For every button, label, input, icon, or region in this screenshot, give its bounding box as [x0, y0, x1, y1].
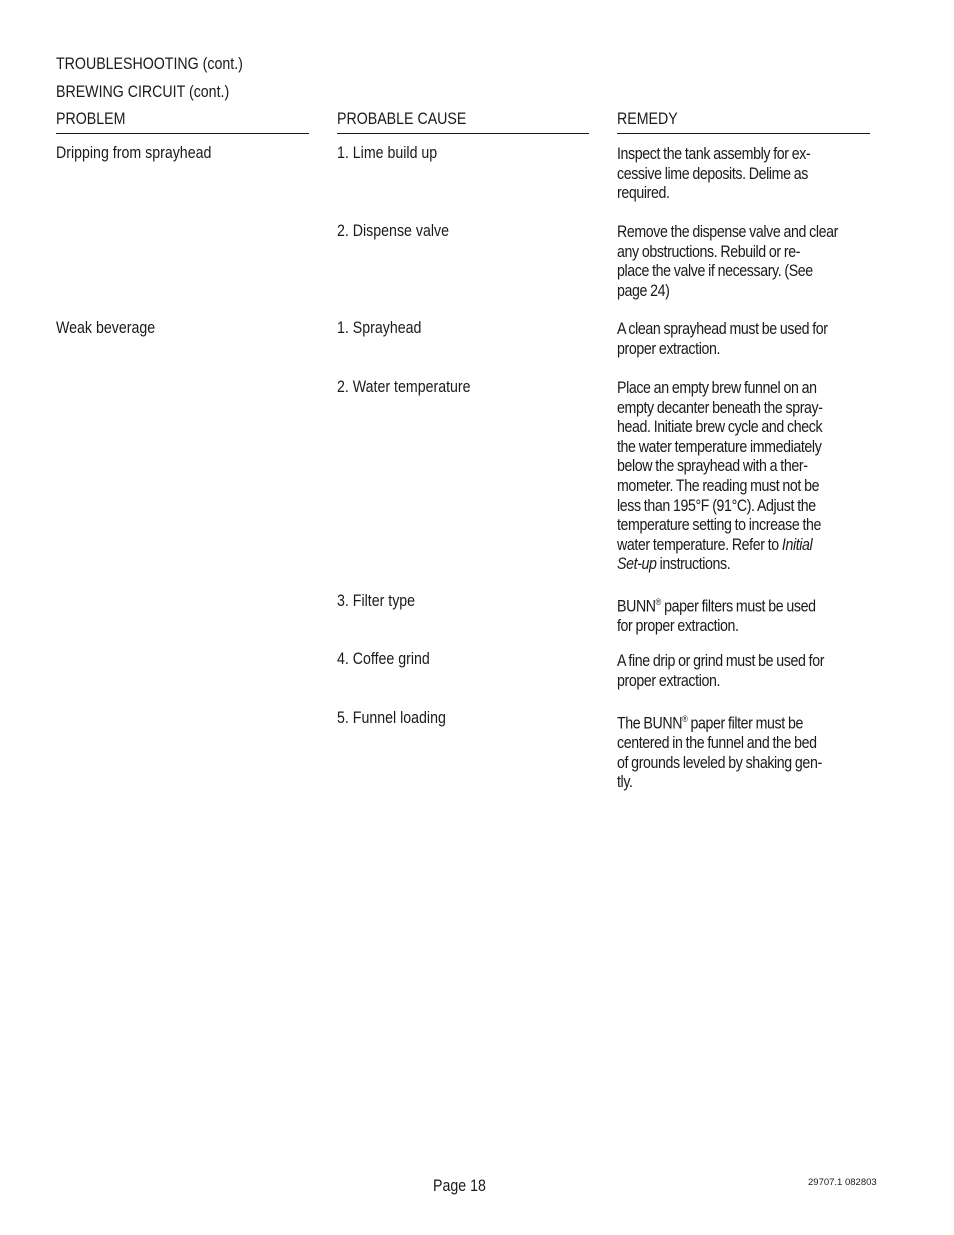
- column-header-problem: PROBLEM: [56, 110, 126, 128]
- cause-header-rule: [337, 133, 589, 134]
- remedy-coffee-grind: A fine drip or grind must be used for proper extraction.: [617, 652, 825, 690]
- cause-water-temperature: 2. Water temperature: [337, 378, 471, 396]
- section-title: TROUBLESHOOTING (cont.): [56, 55, 243, 73]
- remedy-filter-brand: BUNN: [617, 597, 656, 616]
- document-code: 29707.1 082803: [808, 1177, 877, 1188]
- remedy-funnel-brand: The BUNN: [617, 714, 683, 733]
- remedy-water-temperature: Place an empty brew funnel on an empty decanter beneath the spray- head. Initiate brew cycle and check the water temperature immediately below the sprayhead with a ther- mometer. The reading must not be less than 195°F (91°C). Adjust the temperature setting to increase the water temperature. Refer to Initial Set-up instructions.: [617, 379, 823, 574]
- registered-mark: ®: [655, 597, 661, 607]
- cause-filter-type: 3. Filter type: [337, 592, 416, 610]
- registered-mark: ®: [682, 714, 688, 724]
- section-subtitle: BREWING CIRCUIT (cont.): [56, 83, 230, 101]
- remedy-lime: Inspect the tank assembly for ex- cessive lime deposits. Delime as required.: [617, 145, 811, 203]
- remedy-funnel-loading: The BUNN® paper filter must be centered in the funnel and the bed of grounds leveled by shaking gen- tly.: [617, 714, 822, 792]
- cause-coffee-grind: 4. Coffee grind: [337, 650, 430, 668]
- remedy-sprayhead: A clean sprayhead must be used for proper extraction.: [617, 320, 828, 358]
- problem-header-rule: [56, 133, 309, 134]
- cause-sprayhead: 1. Sprayhead: [337, 319, 422, 337]
- remedy-dispense-valve: Remove the dispense valve and clear any obstructions. Rebuild or re- place the valve if necessary. (See page 24): [617, 223, 838, 300]
- problem-weak-beverage: Weak beverage: [56, 319, 156, 337]
- remedy-header-rule: [617, 133, 870, 134]
- cause-lime-build-up: 1. Lime build up: [337, 144, 438, 162]
- problem-dripping: Dripping from sprayhead: [56, 144, 212, 162]
- column-header-cause: PROBABLE CAUSE: [337, 110, 467, 128]
- cause-funnel-loading: 5. Funnel loading: [337, 709, 446, 727]
- page-number: Page 18: [433, 1177, 486, 1195]
- cause-dispense-valve: 2. Dispense valve: [337, 222, 450, 240]
- column-header-remedy: REMEDY: [617, 110, 678, 128]
- remedy-filter-type: BUNN® paper filters must be used for proper extraction.: [617, 597, 816, 636]
